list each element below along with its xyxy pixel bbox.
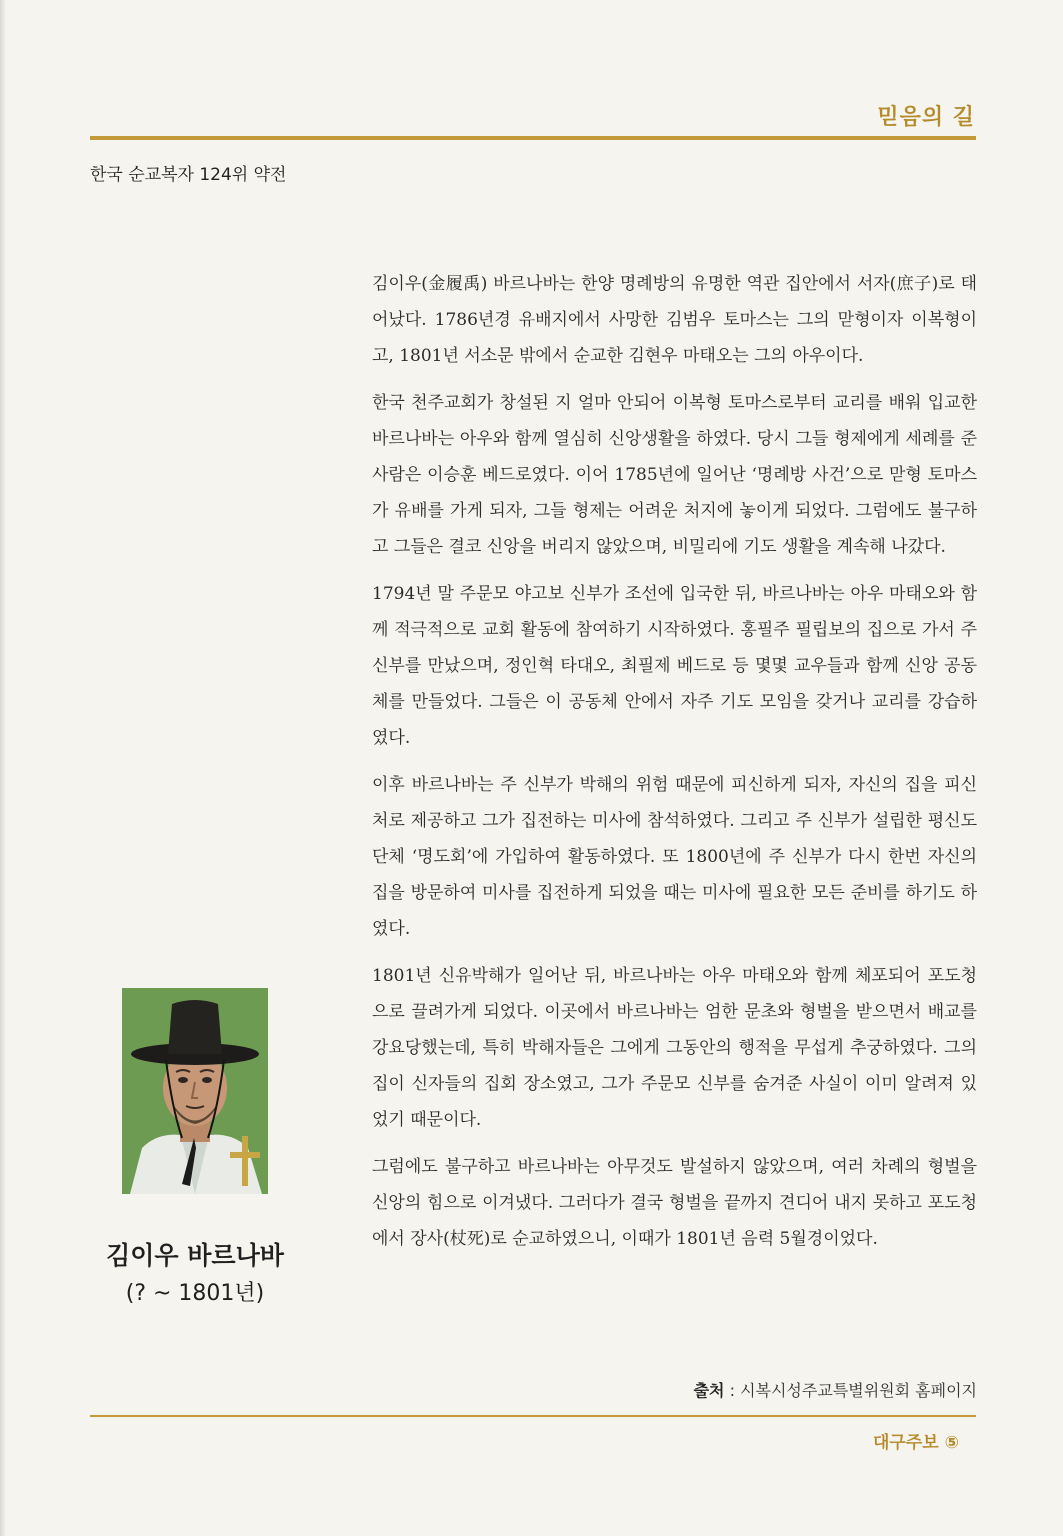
martyr-dates: (? ~ 1801년) [125, 1281, 265, 1306]
header-divider [90, 136, 976, 140]
article-paragraph: 그럼에도 불구하고 바르나바는 아무것도 발설하지 않았으며, 여러 차례의 형벌을 신앙의 힘으로 이겨냈다. 그러다가 결국 형벌을 끝까지 견디어 내지 못하고 포도청에서 장사(杖死)로 순교하였으니, 이때가 1801년 음력 5월경이었다. [372, 1157, 977, 1249]
article-paragraph: 1794년 말 주문모 야고보 신부가 조선에 입국한 뒤, 바르나바는 아우 마태오와 함께 적극적으로 교회 활동에 참여하기 시작하였다. 홍필주 필립보의 집으로 가서 주 신부를 만났으며, 정인혁 타대오, 최필제 베드로 등 몇몇 교우들과 함께 신앙 공동체를 만들었다. 그들은 이 공동체 안에서 자주 기도 모임을 갖거나 교리를 강습하였다. [372, 584, 977, 748]
article-paragraph: 김이우(金履禹) 바르나바는 한양 명례방의 유명한 역관 집안에서 서자(庶子)로 태어났다. 1786년경 유배지에서 사망한 김범우 토마스는 그의 맏형이자 이복형이고, 1801년 서소문 밖에서 순교한 김현우 마태오는 그의 아우이다. [372, 274, 977, 366]
martyr-name: 김이우 바르나바 [106, 1241, 284, 1270]
footer-divider [90, 1415, 976, 1417]
article-paragraph: 1801년 신유박해가 일어난 뒤, 바르나바는 아우 마태오와 함께 체포되어 포도청으로 끌려가게 되었다. 이곳에서 바르나바는 엄한 문초와 형벌을 받으면서 배교를 강요당했는데, 특히 박해자들은 그에게 그동안의 행적을 무섭게 추궁하였다. 그의 집이 신자들의 집회 장소였고, 그가 주문모 신부를 숨겨준 사실이 이미 알려져 있었기 때문이다. [372, 966, 977, 1130]
page-edge-shadow [0, 0, 6, 1536]
article-body [372, 266, 977, 1268]
section-label: 믿음의 길 [877, 105, 975, 130]
article-paragraph: 한국 천주교회가 창설된 지 얼마 안되어 이복형 토마스로부터 교리를 배워 입교한 바르나바는 아우와 함께 열심히 신앙생활을 하였다. 당시 그들 형제에게 세례를 준 사람은 이승훈 베드로였다. 이어 1785년에 일어난 ‘명례방 사건’으로 맏형 토마스가 유배를 가게 되자, 그들 형제는 어려운 처지에 놓이게 되었다. 그럼에도 불구하고 그들은 결코 신앙을 버리지 않았으며, 비밀리에 기도 생활을 계속해 나갔다. [372, 393, 977, 557]
source-separator: : [724, 1381, 741, 1400]
article-paragraph: 이후 바르나바는 주 신부가 박해의 위험 때문에 피신하게 되자, 자신의 집을 피신처로 제공하고 그가 집전하는 미사에 참석하였다. 그리고 주 신부가 설립한 평신도 단체 ‘명도회’에 가입하여 활동하였다. 또 1800년에 주 신부가 다시 한번 자신의 집을 방문하여 미사를 집전하게 되었을 때는 미사에 필요한 모든 준비를 하기도 하였다. [372, 775, 977, 939]
source-text: 시복시성주교특별위원회 홈페이지 [740, 1381, 977, 1400]
footer-page-label: 대구주보 ⑤ [873, 1433, 959, 1453]
page-subtitle: 한국 순교복자 124위 약전 [90, 165, 287, 185]
source-credit [694, 1378, 977, 1401]
source-label: 출처 [693, 1381, 725, 1400]
martyr-portrait [122, 988, 268, 1194]
